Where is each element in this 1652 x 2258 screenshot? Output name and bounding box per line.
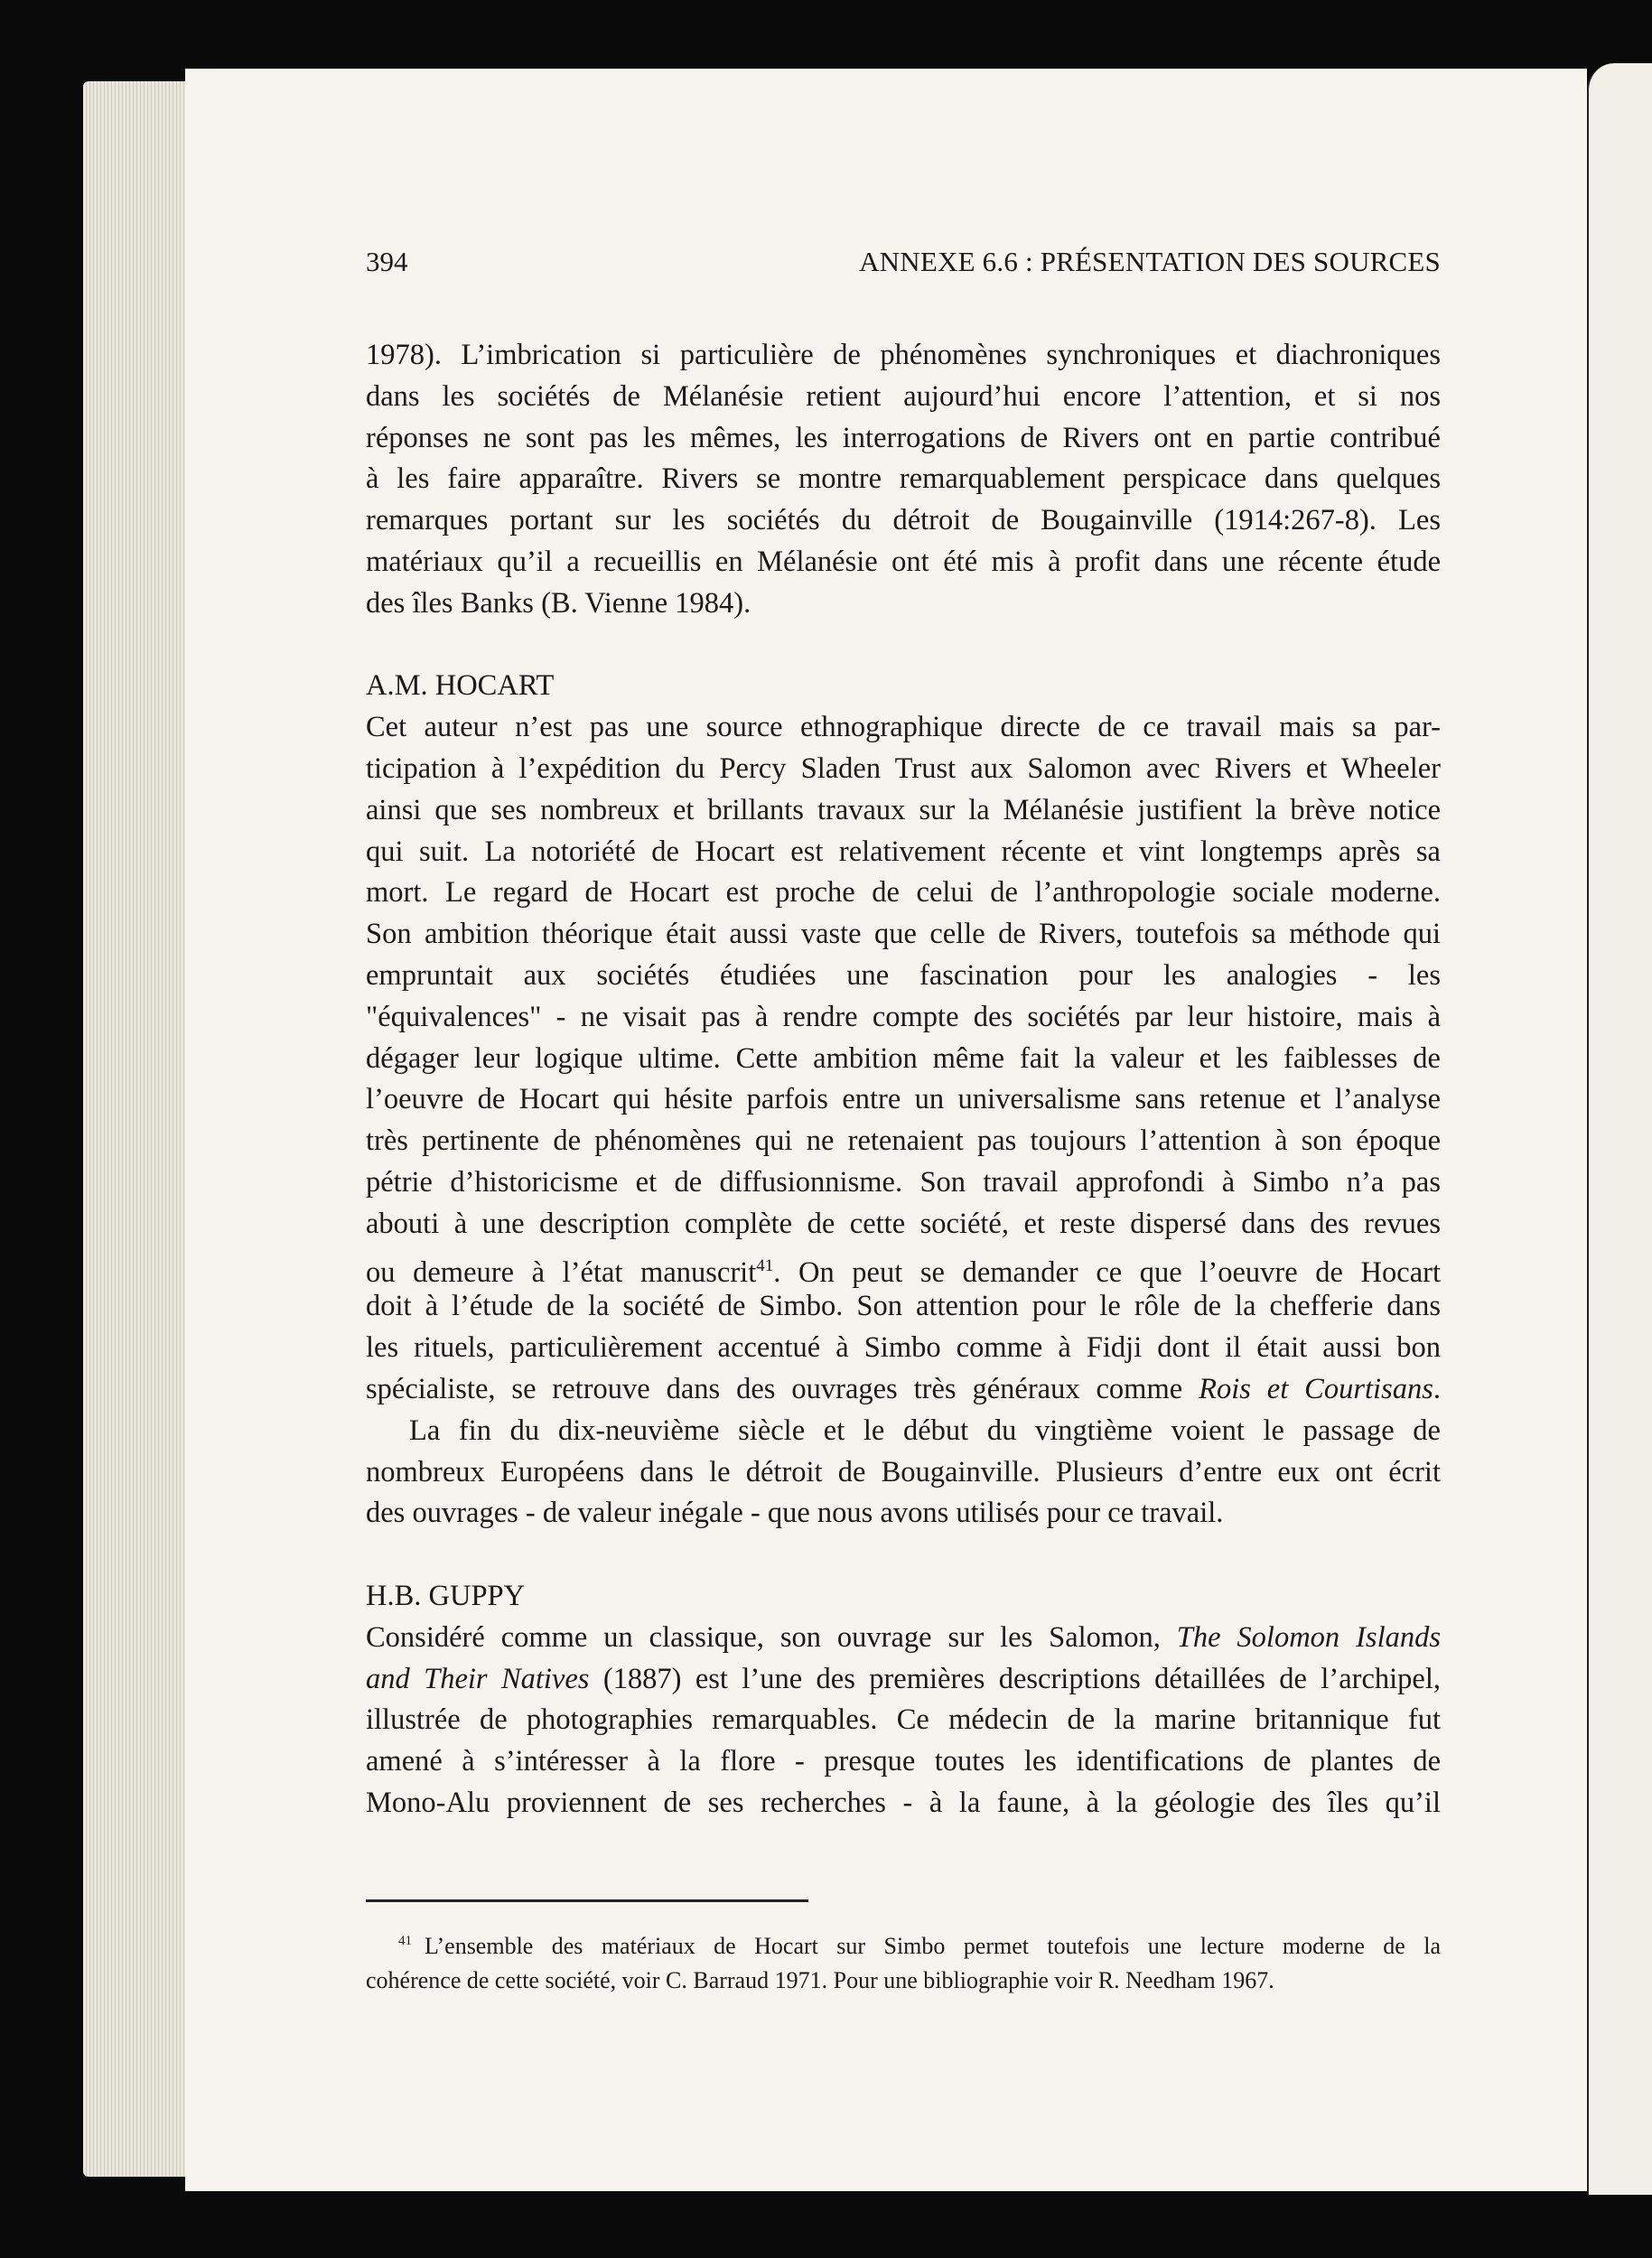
text-line: très pertinente de phénomènes qui ne retenaient pas toujours l’attention à son époque bbox=[366, 1124, 1441, 1158]
text-line: empruntait aux sociétés étudiées une fascination pour les analogies - les bbox=[366, 958, 1441, 992]
text-line: dégager leur logique ultime. Cette ambition même fait la valeur et les faiblesses de bbox=[366, 1041, 1441, 1075]
text-line: ainsi que ses nombreux et brillants travaux sur la Mélanésie justifient la brève notice bbox=[366, 793, 1441, 826]
footnote-reference: 41 bbox=[756, 1255, 774, 1275]
text-line: des îles Banks (B. Vienne 1984). bbox=[366, 586, 751, 620]
footnote bbox=[366, 1924, 1441, 1998]
blank-line bbox=[366, 1535, 1441, 1576]
section-heading: H.B. GUPPY bbox=[366, 1579, 526, 1612]
text-line: réponses ne sont pas les mêmes, les interrogations de Rivers ont en partie contribué bbox=[366, 421, 1441, 454]
text-line bbox=[366, 1618, 1441, 1659]
text-line: Son ambition théorique était aussi vaste que celle de Rivers, toutefois sa méthode qui bbox=[366, 918, 1441, 951]
text-line: remarques portant sur les sociétés du détroit de Bougainville (1914:267-8). Les bbox=[366, 504, 1441, 537]
page-header bbox=[366, 246, 1441, 282]
text-line: mort. Le regard de Hocart est proche de celui de l’anthropologie sociale moderne. bbox=[366, 876, 1441, 910]
text-line: abouti à une description complète de cette société, et reste dispersé dans des revues bbox=[366, 1207, 1441, 1240]
text-line bbox=[366, 1246, 1441, 1287]
text-line: Mono-Alu proviennent de ses recherches - à la faune, à la géologie des îles qu’il bbox=[366, 1786, 1441, 1819]
text-segment: ou demeure à l’état manuscrit bbox=[366, 1255, 757, 1289]
footnote-text-line: cohérence de cette société, voir C. Barraud 1971. Pour une bibliographie voir R. Needham 1967. bbox=[366, 1967, 1274, 1993]
text-line: matériaux qu’il a recueillis en Mélanésie ont été mis à profit dans une récente étude bbox=[366, 545, 1441, 578]
italic-title: Rois et Courtisans bbox=[1199, 1372, 1433, 1405]
text-segment: Considéré comme un classique, son ouvrage sur les Salomon, bbox=[366, 1620, 1177, 1654]
text-line: illustrée de photographies remarquables. Ce médecin de la marine britannique fut bbox=[366, 1703, 1441, 1737]
text-line: des ouvrages - de valeur inégale - que nous avons utilisés pour ce travail. bbox=[366, 1497, 1224, 1530]
text-line: les rituels, particulièrement accentué à Simbo comme à Fidji dont il était aussi bon bbox=[366, 1331, 1441, 1365]
blank-line bbox=[366, 625, 1441, 667]
text-line: doit à l’étude de la société de Simbo. Son attention pour le rôle de la chefferie dans bbox=[366, 1290, 1441, 1323]
italic-title: The Solomon Islands bbox=[1176, 1620, 1441, 1654]
text-line: ticipation à l’expédition du Percy Sladen Trust aux Salomon avec Rivers et Wheeler bbox=[366, 751, 1441, 785]
text-line bbox=[366, 1369, 1441, 1411]
text-segment: (1887) est l’une des premières descriptions détaillées de l’archipel, bbox=[589, 1662, 1441, 1695]
text-line: amené à s’intéresser à la flore - presque toutes les identifications de plantes de bbox=[366, 1745, 1441, 1778]
book-page-edges bbox=[83, 81, 201, 2177]
footnote-text-line: L’ensemble des matériaux de Hocart sur Simbo permet toutefois une lecture moderne de la bbox=[425, 1933, 1441, 1959]
text-line: dans les sociétés de Mélanésie retient aujourd’hui encore l’attention, et si nos bbox=[366, 379, 1441, 413]
text-line: qui suit. La notoriété de Hocart est relativement récente et vint longtemps après sa bbox=[366, 835, 1441, 868]
body-text bbox=[366, 335, 1441, 1824]
text-line: 1978). L’imbrication si particulière de phénomènes synchroniques et diachroniques bbox=[366, 339, 1441, 371]
text-line: pétrie d’historicisme et de diffusionnisme. Son travail approfondi à Simbo n’a pas bbox=[366, 1165, 1441, 1199]
text-line: "équivalences" - ne visait pas à rendre compte des sociétés par leur histoire, mais à bbox=[366, 1000, 1441, 1033]
running-title: ANNEXE 6.6 : PRÉSENTATION DES SOURCES bbox=[859, 246, 1441, 277]
text-segment: spécialiste, se retrouve dans des ouvrages très généraux comme bbox=[366, 1372, 1199, 1405]
facing-page-edge bbox=[1587, 63, 1652, 2195]
text-line bbox=[366, 1659, 1441, 1701]
italic-title: and Their Natives bbox=[366, 1662, 590, 1695]
text-segment: . bbox=[1433, 1372, 1441, 1405]
footnote-rule bbox=[366, 1899, 808, 1902]
footnote-number: 41 bbox=[398, 1934, 412, 1948]
section-heading: A.M. HOCART bbox=[366, 669, 555, 703]
page-number: 394 bbox=[366, 246, 408, 277]
text-line: Cet auteur n’est pas une source ethnographique directe de ce travail mais sa par- bbox=[366, 711, 1441, 744]
text-line: l’oeuvre de Hocart qui hésite parfois entre un universalisme sans retenue et l’analyse bbox=[366, 1083, 1441, 1116]
text-segment: . On peut se demander ce que l’oeuvre de Hocart bbox=[773, 1255, 1441, 1289]
text-line: à les faire apparaître. Rivers se montre remarquablement perspicace dans quelques bbox=[366, 462, 1441, 496]
text-line: La fin du dix-neuvième siècle et le début du vingtième voient le passage de bbox=[409, 1414, 1441, 1447]
text-line: nombreux Européens dans le détroit de Bougainville. Plusieurs d’entre eux ont écrit bbox=[366, 1455, 1441, 1488]
